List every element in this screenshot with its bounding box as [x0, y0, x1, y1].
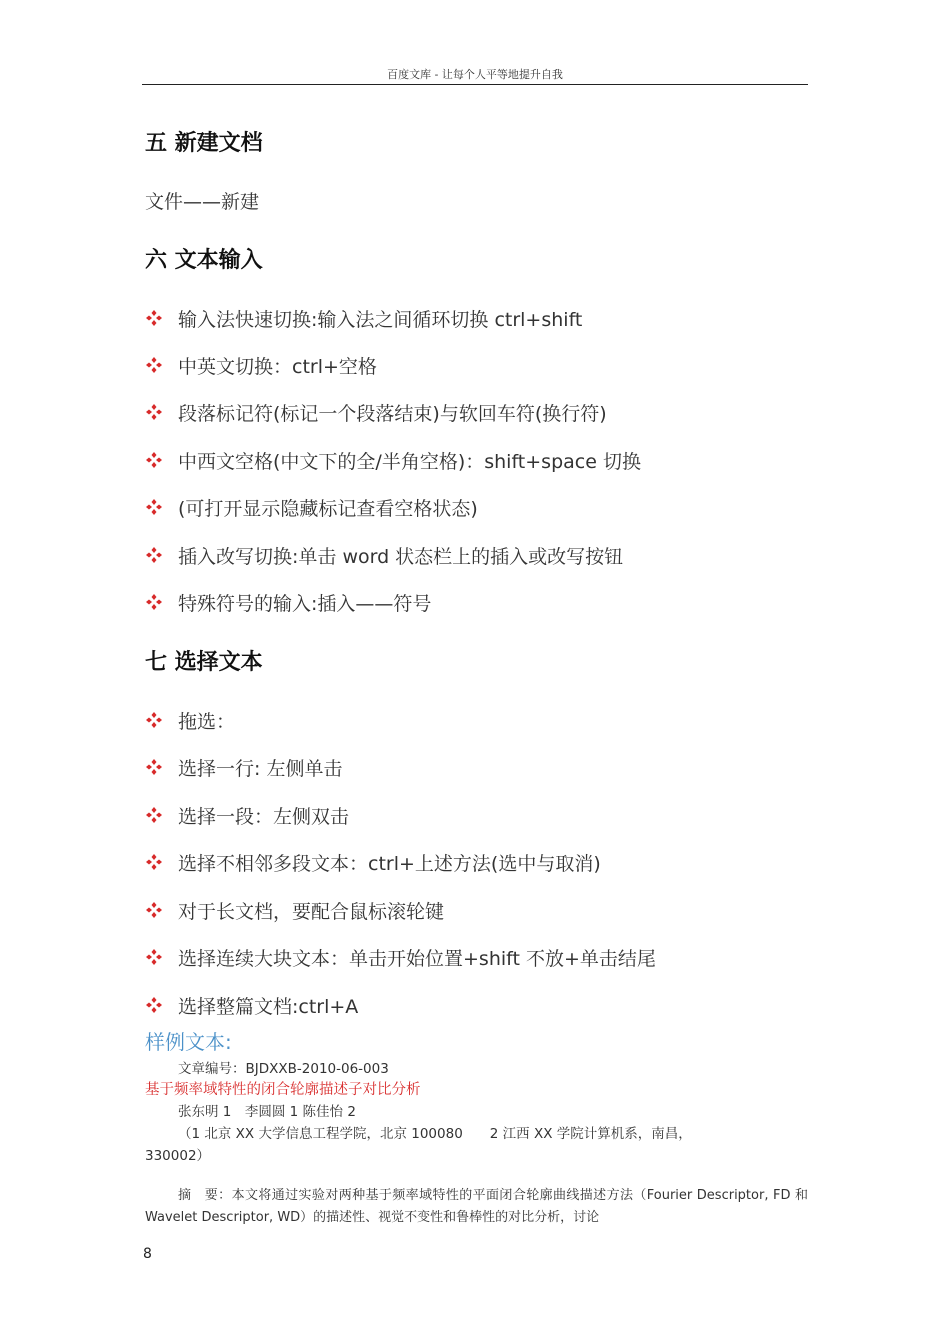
new-document-text: 文件——新建	[145, 191, 260, 213]
page-header: 百度文库 - 让每个人平等地提升自我	[142, 66, 808, 85]
list-item	[145, 943, 656, 971]
paper-abstract: 摘 要：本文将通过实验对两种基于频率域特性的平面闭合轮廓曲线描述方法（Fourier Descriptor, FD 和 Wavelet Descriptor, WD）的描述性、视觉不变性和鲁棒性的对比分析，讨论	[145, 1188, 808, 1225]
paper-title: 基于频率域特性的闭合轮廓描述子对比分析	[145, 1082, 421, 1098]
list-item	[145, 991, 358, 1019]
diamond-bullet-icon	[145, 711, 163, 729]
list-item-text: 插入改写切换:单击 word 状态栏上的插入或改写按钮	[178, 545, 624, 568]
list-item	[145, 588, 431, 616]
list-item	[145, 398, 607, 426]
list-item-text: 输入法快速切换:输入法之间循环切换 ctrl+shift	[178, 308, 583, 331]
diamond-bullet-icon	[145, 593, 163, 611]
page-number: 8	[143, 1246, 152, 1262]
list-item-text: 选择一段：左侧双击	[178, 805, 350, 828]
list-item	[145, 446, 641, 474]
list-item	[145, 896, 444, 924]
sample-text-heading: 样例文本:	[145, 1030, 232, 1054]
list-item	[145, 493, 478, 521]
author-affiliation-postcode: 330002）	[145, 1148, 211, 1164]
diamond-bullet-icon	[145, 356, 163, 374]
list-item-text: 特殊符号的输入:插入——符号	[178, 592, 432, 615]
list-item-text: 段落标记符(标记一个段落结束)与软回车符(换行符)	[178, 402, 607, 425]
list-item-text: 中西文空格(中文下的全/半角空格)：shift+space 切换	[178, 450, 641, 473]
list-item	[145, 351, 377, 379]
diamond-bullet-icon	[145, 546, 163, 564]
list-item-text: 对于长文档，要配合鼠标滚轮键	[178, 900, 445, 923]
list-item-text: 选择整篇文档:ctrl+A	[178, 995, 359, 1018]
diamond-bullet-icon	[145, 403, 163, 421]
diamond-bullet-icon	[145, 451, 163, 469]
list-item-text: 选择一行: 左侧单击	[178, 757, 343, 780]
paper-authors: 张东明 1 李圆圆 1 陈佳怡 2	[178, 1104, 356, 1120]
list-item	[145, 753, 342, 781]
diamond-bullet-icon	[145, 806, 163, 824]
list-item-text: 选择连续大块文本：单击开始位置+shift 不放+单击结尾	[178, 947, 656, 970]
diamond-bullet-icon	[145, 948, 163, 966]
list-item	[145, 801, 349, 829]
diamond-bullet-icon	[145, 758, 163, 776]
list-item	[145, 541, 623, 569]
section-title-new-document: 五 新建文档	[145, 131, 263, 156]
diamond-bullet-icon	[145, 901, 163, 919]
diamond-bullet-icon	[145, 498, 163, 516]
section-title-select-text: 七 选择文本	[145, 650, 263, 675]
section-title-text-input: 六 文本输入	[145, 248, 263, 273]
diamond-bullet-icon	[145, 853, 163, 871]
list-item-text: 选择不相邻多段文本：ctrl+上述方法(选中与取消)	[178, 852, 601, 875]
diamond-bullet-icon	[145, 309, 163, 327]
author-affiliation: （1 北京 XX 大学信息工程学院，北京 100080 2 江西 XX 学院计算机系，南昌，	[178, 1126, 692, 1142]
list-item	[145, 304, 582, 332]
article-number: 文章编号：BJDXXB-2010-06-003	[178, 1061, 389, 1077]
list-item-text: 拖选：	[178, 710, 236, 733]
diamond-bullet-icon	[145, 996, 163, 1014]
list-item-text: (可打开显示隐藏标记查看空格状态)	[178, 497, 478, 520]
list-item	[145, 706, 235, 734]
list-item-text: 中英文切换：ctrl+空格	[178, 355, 377, 378]
list-item	[145, 848, 601, 876]
